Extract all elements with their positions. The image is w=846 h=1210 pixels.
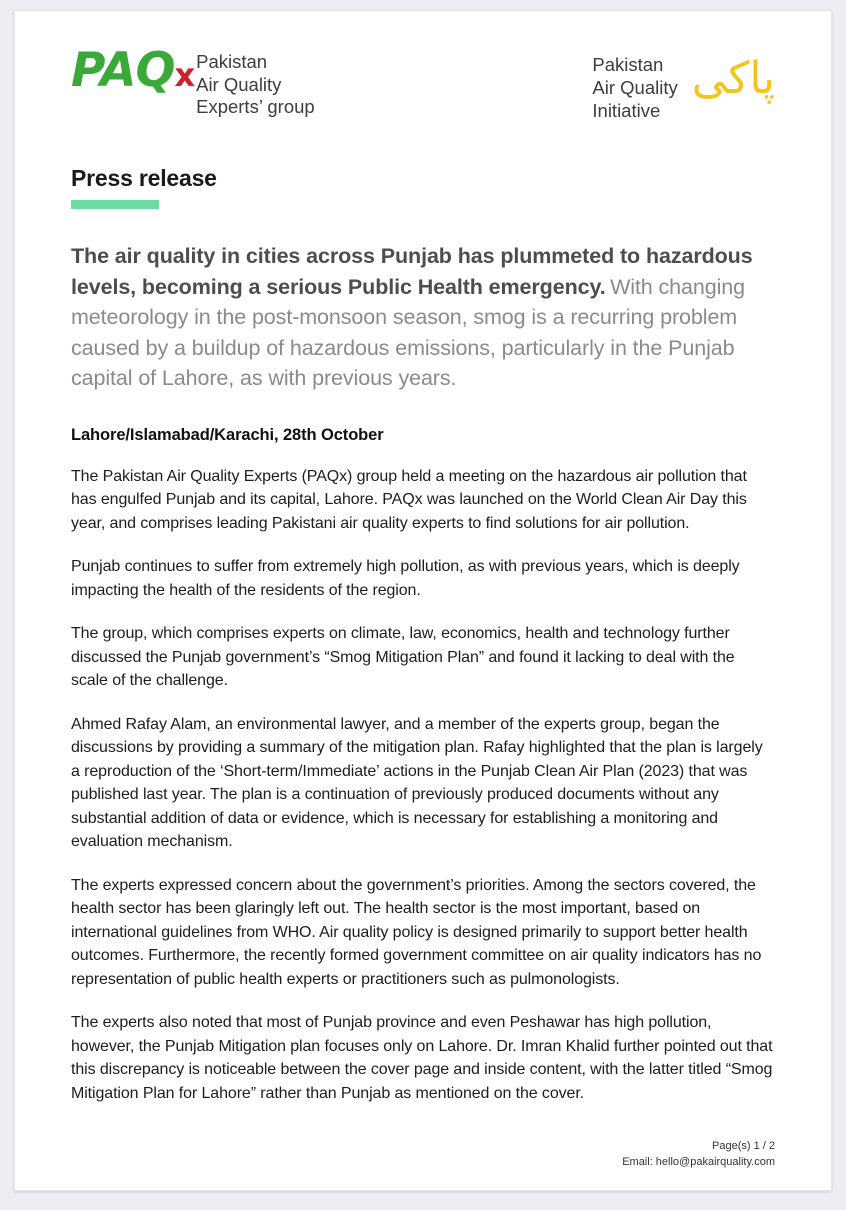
paqx-logo-line-3: Experts’ group [196,96,315,118]
body-paragraph: Punjab continues to suffer from extremely high pollution, as with previous years, which is deeply impacting the health of the residents of the region. [71,558,740,599]
press-release-heading-block [71,165,775,209]
page-title: Press release [71,165,217,191]
paqi-logo-line-3: Initiative [592,100,661,122]
document-footer [71,1139,775,1169]
urdu-script-mark-icon: پاکی [691,53,775,104]
paqi-logo [592,45,775,122]
body-paragraph: The experts also noted that most of Punjab province and even Peshawar has high pollution, however, the Punjab Mitigation plan focuses only on Lahore. Dr. Imran Khalid further pointed out that this discrepancy is noticeable between the cover page and inside content, with the latter titled “Smog Mitigation Plan for Lahore” rather than Punjab as mentioned on the cover. [71,1014,773,1102]
body-paragraph: Ahmed Rafay Alam, an environmental lawyer, and a member of the experts group, began the discussions by providing a summary of the mitigation plan. Rafay highlighted that the plan is largely a reproduction of the ‘Short-term/Immediate’ actions in the Punjab Clean Air Plan (2023) that was published last year. The plan is a continuation of previously produced documents without any substantial addition of data or evidence, which is necessary for establishing a monitoring and evaluation mechanism. [71,715,763,851]
headline-block [71,241,775,394]
paqx-logo-line-1: Pakistan [196,51,268,72]
paqx-logo [71,45,315,119]
paqx-wordmark-x: x [174,56,196,94]
body-paragraph: The experts expressed concern about the government’s priorities. Among the sectors covered, the health sector has been glaringly left out. The health sector is the most important, based on international guidelines from WHO. Air quality policy is designed primarily to support better health outcomes. Furthermore, the recently formed government committee on air quality indicators has no representation of public health experts or practitioners such as pulmonologists. [71,876,762,988]
page-number: Page(s) 1 / 2 [712,1140,775,1153]
document-page [14,10,832,1191]
contact-email: Email: hello@pakairquality.com [622,1155,775,1168]
paqi-logo-line-1: Pakistan [592,54,664,75]
body-paragraph: The Pakistan Air Quality Experts (PAQx) group held a meeting on the hazardous air pollution that has engulfed Punjab and its capital, Lahore. PAQx was launched on the World Clean Air Day this year, and comprises leading Pakistani air quality experts to find solutions for air pollution. [71,467,747,532]
headline-subtext: With changing meteorology in the post-monsoon season, smog is a recurring problem caused by a buildup of hazardous emissions, particularly in the Punjab capital of Lahore, as with previous years. [71,274,746,391]
headline-bold: The air quality in cities across Punjab has plummeted to hazardous levels, becoming a serious Public Health emergency. [71,244,753,299]
accent-rule [71,200,159,209]
body-copy [71,465,775,1106]
paqx-wordmark-letters: PAQ [71,43,175,98]
paqx-logo-line-2: Air Quality [196,73,282,95]
body-paragraph: The group, which comprises experts on climate, law, economics, health and technology further discussed the Punjab government’s “Smog Mitigation Plan” and found it lacking to deal with the scale of the challenge. [71,625,735,690]
paqx-wordmark [71,43,196,98]
paqi-logo-line-2: Air Quality [592,77,678,99]
paqi-logo-text [592,53,677,122]
document-header [71,45,775,141]
dateline: Lahore/Islamabad/Karachi, 28th October [71,425,384,444]
paqx-logo-text [196,51,315,119]
